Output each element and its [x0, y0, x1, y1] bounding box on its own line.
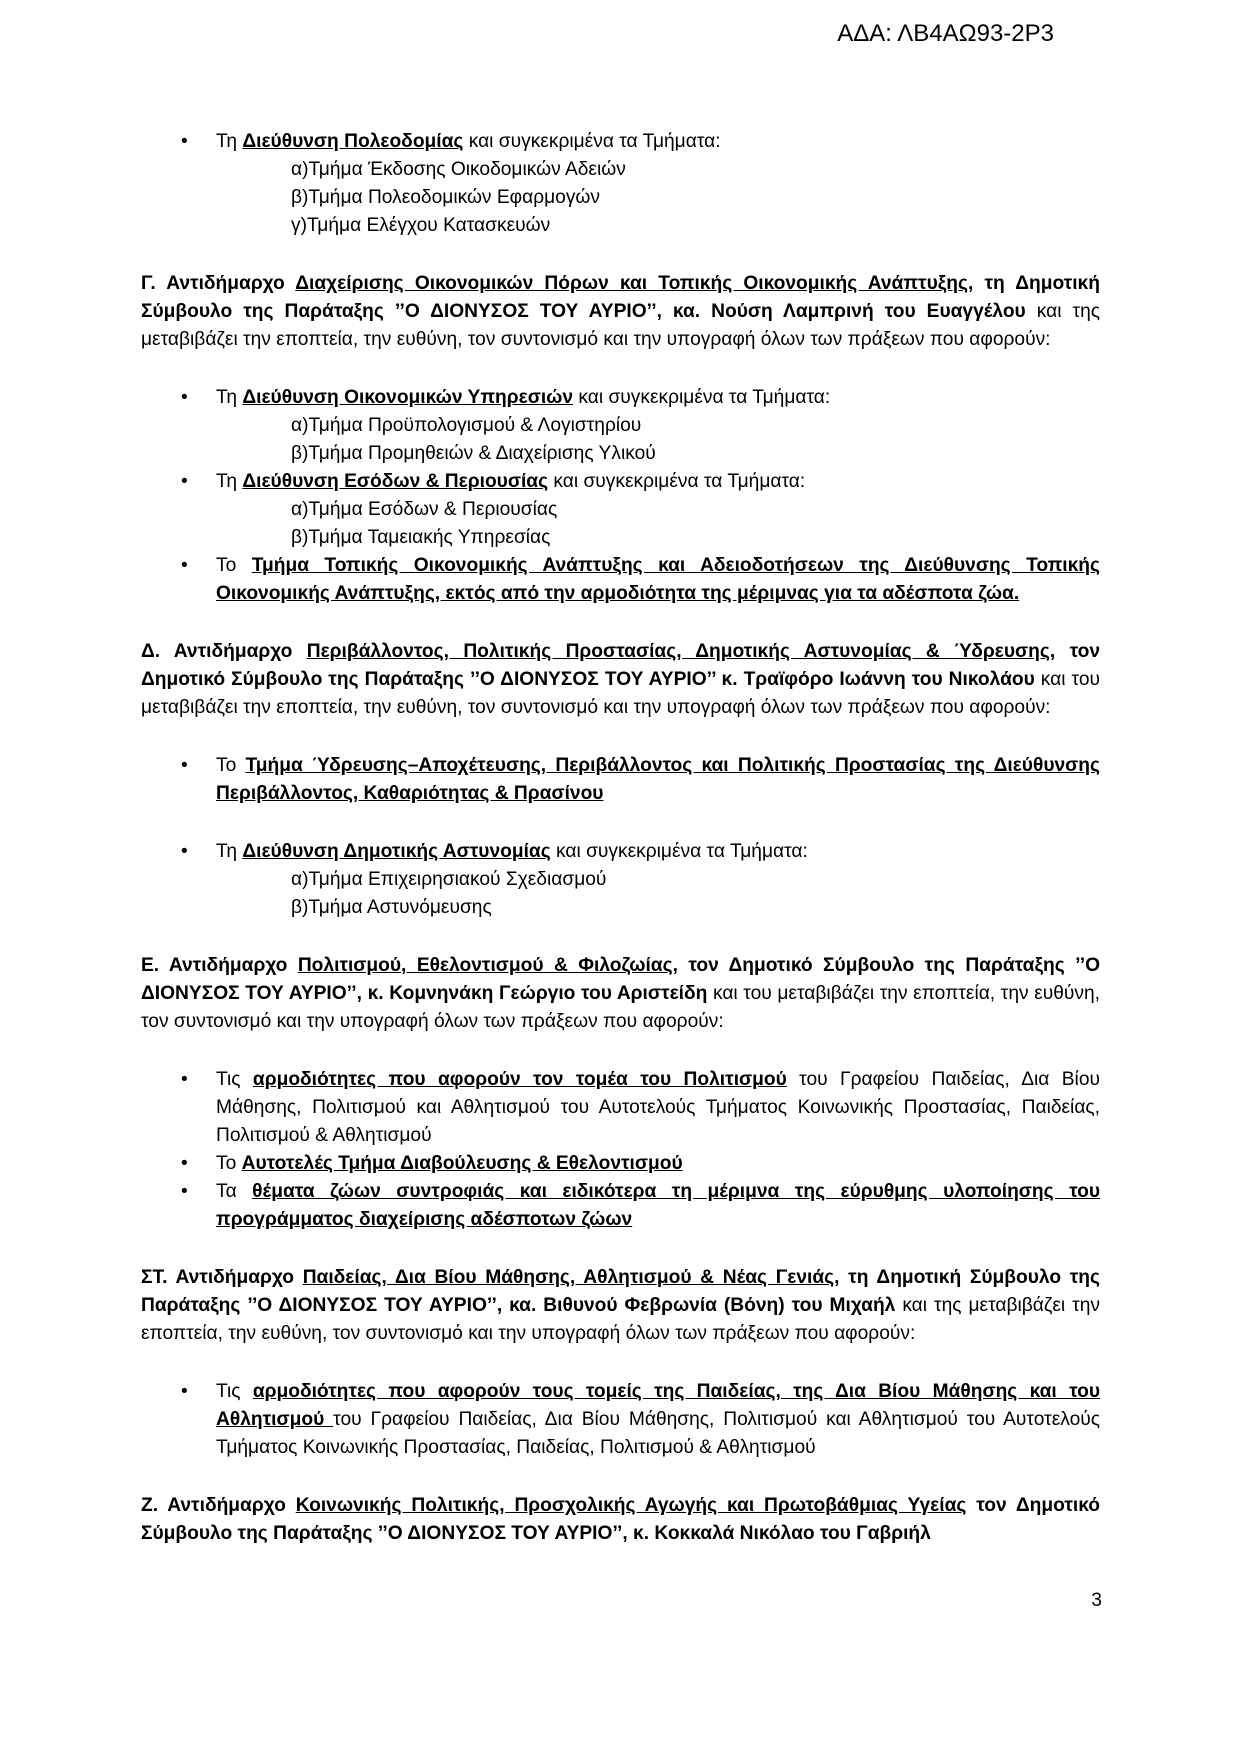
- section-st-paragraph: ΣΤ. Αντιδήμαρχο Παιδείας, Δια Βίου Μάθησης, Αθλητισμού & Νέας Γενιάς, τη Δημοτική Σύμβουλο της Παράταξης ’’Ο ΔΙΟΝΥΣΟΣ ΤΟΥ ΑΥΡΙΟ’’, κα. Βιθυνού Φεβρωνία (Βόνη) του Μιχαήλ και της μεταβιβάζει την εποπτεία, την ευθύνη, τον συντονισμό και την υπογραφή όλων των πράξεων που αφορούν:: [141, 1267, 1100, 1344]
- sub-item: β)Τμήμα Πολεοδομικών Εφαρμογών: [291, 187, 601, 208]
- ada-code: ΑΔΑ: ΛΒ4ΑΩ93-2Ρ3: [837, 20, 1054, 47]
- section-z-paragraph: Ζ. Αντιδήμαρχο Κοινωνικής Πολιτικής, Προσχολικής Αγωγής και Πρωτοβάθμιας Υγείας τον Δημοτικό Σύμβουλο της Παράταξης ’’Ο ΔΙΟΝΥΣΟΣ ΤΟΥ ΑΥΡΙΟ’’, κ. Κοκκαλά Νικόλαο του Γαβριήλ: [141, 1495, 1100, 1544]
- bullet-companion-animals: • Τα θέματα ζώων συντροφιάς και ειδικότερα τη μέριμνα της εύρυθμης υλοποίησης του προγράμματος διαχείρισης αδέσποτων ζώων: [141, 1178, 1100, 1234]
- section-e-paragraph: Ε. Αντιδήμαρχο Πολιτισμού, Εθελοντισμού & Φιλοζωίας, τον Δημοτικό Σύμβουλο της Παράταξης ’’Ο ΔΙΟΝΥΣΟΣ ΤΟΥ ΑΥΡΙΟ’’, κ. Κομνηνάκη Γεώργιο του Αριστείδη και του μεταβιβάζει την εποπτεία, την ευθύνη, τον συντονισμό και την υπογραφή όλων των πράξεων που αφορούν:: [141, 955, 1101, 1032]
- bullet-culture: • Τις αρμοδιότητες που αφορούν τον τομέα του Πολιτισμού του Γραφείου Παιδείας, Δια Βίου Μάθησης, Πολιτισμού και Αθλητισμού του Αυτοτελούς Τμήματος Κοινωνικής Προστασίας, Παιδείας, Πολιτισμού & Αθλητισμού: [141, 1066, 1100, 1150]
- section-g-paragraph: Γ. Αντιδήμαρχο Διαχείρισης Οικονομικών Πόρων και Τοπικής Οικονομικής Ανάπτυξης, τη Δημοτική Σύμβουλο της Παράταξης ’’Ο ΔΙΟΝΥΣΟΣ ΤΟΥ ΑΥΡΙΟ’’, κα. Νούση Λαμπρινή του Ευαγγέλου και της μεταβιβάζει την εποπτεία, την ευθύνη, τον συντονισμό και την υπογραφή όλων των πράξεων που αφορούν:: [141, 273, 1101, 350]
- sub-item: α)Τμήμα Εσόδων & Περιουσίας: [291, 499, 558, 520]
- sub-item: α)Τμήμα Έκδοσης Οικοδομικών Αδειών: [291, 159, 626, 180]
- sub-item: α)Τμήμα Επιχειρησιακού Σχεδιασμού: [291, 869, 607, 890]
- bullet-financial-services: • Τη Διεύθυνση Οικονομικών Υπηρεσιών και συγκεκριμένα τα Τμήματα:: [141, 384, 1100, 412]
- directorate-link: Διεύθυνση Πολεοδομίας: [242, 131, 464, 152]
- bullet-municipal-police: • Τη Διεύθυνση Δημοτικής Αστυνομίας και συγκεκριμένα τα Τμήματα:: [141, 838, 1100, 866]
- document-body: [141, 128, 1100, 1548]
- bullet-revenue-property: • Τη Διεύθυνση Εσόδων & Περιουσίας και συγκεκριμένα τα Τμήματα:: [141, 468, 1100, 496]
- sub-item: α)Τμήμα Προϋπολογισμού & Λογιστηρίου: [291, 415, 642, 436]
- bullet-local-economic-development: • Το Τμήμα Τοπικής Οικονομικής Ανάπτυξης και Αδειοδοτήσεων της Διεύθυνσης Τοπικής Οικονομικής Ανάπτυξης, εκτός από την αρμοδιότητα της μέριμνας για τα αδέσποτα ζώα.: [141, 552, 1100, 608]
- section-d-paragraph: Δ. Αντιδήμαρχο Περιβάλλοντος, Πολιτικής Προστασίας, Δημοτικής Αστυνομίας & Ύδρευσης, τον Δημοτικό Σύμβουλο της Παράταξης ’’Ο ΔΙΟΝΥΣΟΣ ΤΟΥ ΑΥΡΙΟ’’ κ. Τραϊφόρο Ιωάννη του Νικολάου και του μεταβιβάζει την εποπτεία, την ευθύνη, τον συντονισμό και την υπογραφή όλων των πράξεων που αφορούν:: [141, 641, 1100, 718]
- sub-item: γ)Τμήμα Ελέγχου Κατασκευών: [291, 215, 551, 236]
- sub-item: β)Τμήμα Αστυνόμευσης: [291, 897, 492, 918]
- bullet-water-supply: • Το Τμήμα Ύδρευσης–Αποχέτευσης, Περιβάλλοντος και Πολιτικής Προστασίας της Διεύθυνσης Περιβάλλοντος, Καθαριότητας & Πρασίνου: [141, 752, 1100, 808]
- page-number: 3: [1091, 1590, 1102, 1611]
- sub-item: β)Τμήμα Προμηθειών & Διαχείρισης Υλικού: [291, 443, 656, 464]
- sub-item: β)Τμήμα Ταμειακής Υπηρεσίας: [291, 527, 551, 548]
- bullet-planning-directorate: • Τη Διεύθυνση Πολεοδομίας και συγκεκριμένα τα Τμήματα:: [141, 128, 1100, 156]
- bullet-education-sports: • Τις αρμοδιότητες που αφορούν τους τομείς της Παιδείας, της Δια Βίου Μάθησης και του Αθλητισμού του Γραφείου Παιδείας, Δια Βίου Μάθησης, Πολιτισμού και Αθλητισμού του Αυτοτελούς Τμήματος Κοινωνικής Προστασίας, Παιδείας, Πολιτισμού & Αθλητισμού: [141, 1378, 1100, 1462]
- bullet-volunteering: • Το Αυτοτελές Τμήμα Διαβούλευσης & Εθελοντισμού: [141, 1150, 1100, 1178]
